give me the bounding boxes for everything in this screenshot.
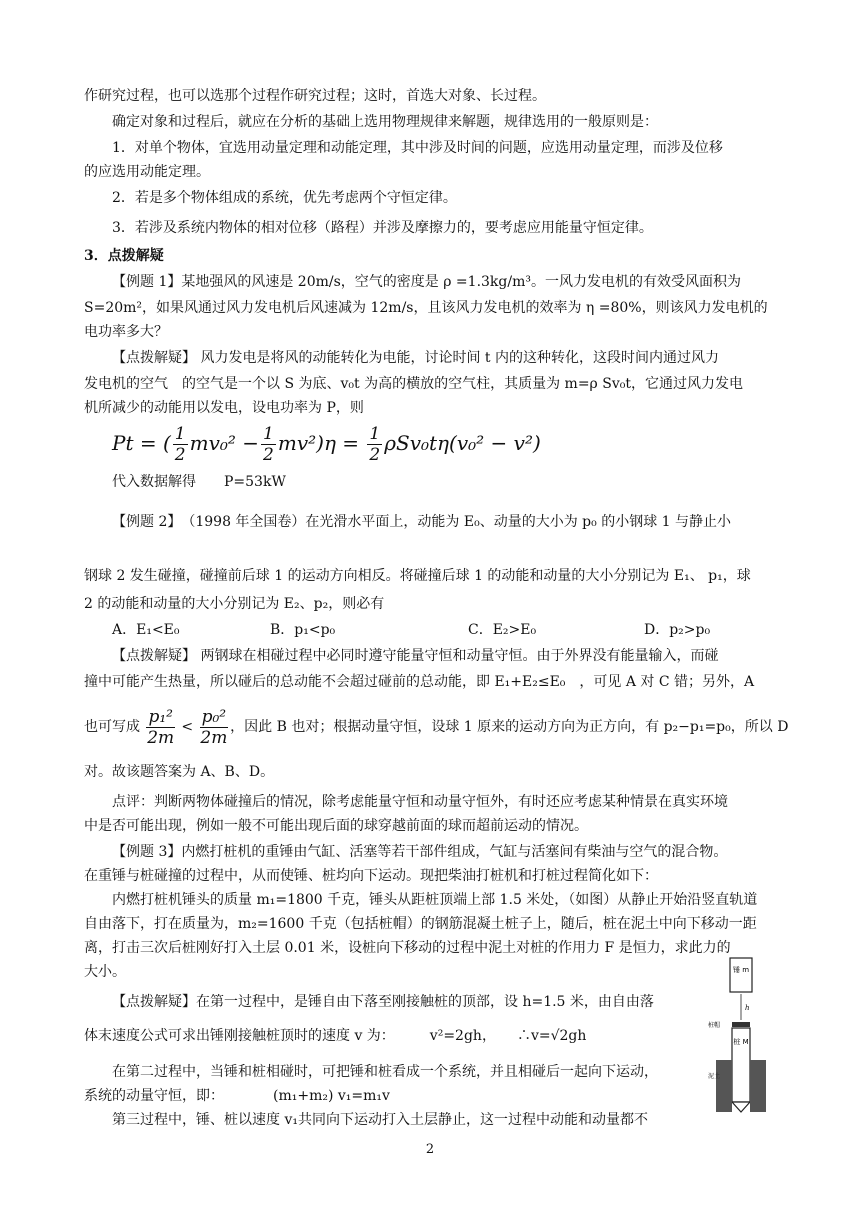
fraction-denominator: 2: [263, 445, 274, 465]
solution-2-line: 【点拨解疑】 两钢球在相碰过程中必同时遵守能量守恒和动量守恒。由于外界没有能量输入，而碰: [112, 648, 719, 664]
solution-2-line: 对。故该题答案为 A、B、D。: [84, 764, 275, 780]
example-3-line: 大小。: [84, 964, 126, 980]
equation-part: Pt = (: [112, 431, 171, 455]
hammer-block: [730, 958, 752, 992]
fraction: [261, 424, 276, 465]
example-2-line: 【例题 2】 （1998 年全国卷）在光滑水平面上，动能为 E₀、动量的大小为 p₀ 的小钢球 1 与静止小: [112, 514, 731, 530]
example-3-line: 【例题 3】内燃打桩机的重锤由气缸、活塞等若干部件组成，气缸与活塞间有柴油与空气的混合物。: [112, 844, 728, 860]
soil-left: [716, 1060, 732, 1112]
pile-label: 桩 M: [733, 1038, 749, 1046]
fraction-numerator: p₀²: [201, 706, 227, 727]
option-d: D．p₂>p₀: [644, 622, 711, 638]
less-than-sign: <: [181, 719, 194, 735]
note-line: 中是否可能出现，例如一般不可能出现后面的球穿越前面的球而超前运动的情况。: [84, 818, 588, 834]
text-run: ，因此 B 也对；根据动量守恒，设球 1 原来的运动方向为正方向，有 p₂−p₁=p₀，所以 D: [230, 719, 789, 735]
option-b: B．p₁<p₀: [270, 622, 336, 638]
paragraph-line: 3．若涉及系统内物体的相对位移（路程）并涉及摩擦力的，要考虑应用能量守恒定律。: [112, 220, 653, 236]
pile-tip: [732, 1102, 750, 1112]
paragraph-line: 2．若是多个物体组成的系统，优先考虑两个守恒定律。: [112, 190, 457, 206]
power-equation: [112, 424, 541, 465]
equation-part: mv₀² −: [189, 431, 260, 455]
solution-3-line: 系统的动量守恒，即： (m₁+m₂) v₁=m₁v: [84, 1088, 390, 1104]
fraction-denominator: 2m: [200, 727, 228, 748]
section-heading: 3．点拨解疑: [84, 248, 164, 264]
example-1-line: S=20m²，如果风通过风力发电机后风速减为 12m/s，且该风力发电机的效率为 η =80%，则该风力发电机的: [84, 300, 768, 316]
example-1-line: 电功率多大？: [84, 324, 168, 340]
example-2-line: 2 的动能和动量的大小分别记为 E₂、p₂，则必有: [84, 596, 385, 612]
equation-part: mv²: [277, 431, 317, 455]
example-3-line: 内燃打桩机锤头的质量 m₁=1800 千克，锤头从距桩顶端上部 1.5 米处，（如图）从静止开始沿竖直轨道: [112, 892, 758, 908]
page-number: 2: [425, 1142, 435, 1157]
example-3-line: 离，打击三次后桩刚好打入土层 0.01 米，设桩向下移动的过程中泥土对桩的作用力 F 是恒力，求此力的: [84, 940, 731, 956]
paragraph-line: 1．对单个物体，宜选用动量定理和动能定理，其中涉及时间的问题，应选用动量定理，而涉及位移: [112, 140, 723, 156]
pile-driver-figure: [708, 956, 786, 1116]
solution-3-line: 体末速度公式可求出锤刚接触桩顶时的速度 v 为： v²=2gh， ∴v=√2gh: [84, 1028, 587, 1044]
equation-part: ρSv₀tη(v₀² − v²): [384, 431, 541, 455]
text-run: 也可写成: [84, 719, 140, 735]
fraction: [146, 707, 175, 748]
option-a: A．E₁<E₀: [112, 622, 180, 638]
fraction-denominator: 2: [174, 445, 186, 465]
fraction-numerator: 1: [174, 424, 186, 444]
fraction-numerator: 1: [369, 424, 381, 444]
paragraph-line: 作研究过程，也可以选那个过程作研究过程；这时，首选大对象、长过程。: [84, 88, 546, 104]
fraction-denominator: 2: [369, 445, 381, 465]
fraction-numerator: 1: [263, 424, 274, 444]
height-label: h: [745, 1004, 750, 1012]
solution-1-line: 【点拨解疑】 风力发电是将风的动能转化为电能，讨论时间 t 内的这种转化，这段时间内通过风力: [112, 350, 719, 366]
note-line: 点评：判断两物体碰撞后的情况，除考虑能量守恒和动量守恒外，有时还应考虑某种情景在真实环境: [112, 794, 728, 810]
pile-cap-label: 桩帽: [708, 1022, 721, 1029]
solution-1-result: 代入数据解得 P=53kW: [112, 474, 286, 490]
example-1-line: 【例题 1】某地强风的风速是 20m/s，空气的密度是 ρ =1.3kg/m³。一风力发电机的有效受风面积为: [112, 274, 741, 290]
soil-right: [750, 1060, 766, 1112]
solution-1-line: 发电机的空气 的空气是一个以 S 为底、v₀t 为高的横放的空气柱，其质量为 m=ρ Sv₀t，它通过风力发电: [84, 376, 743, 392]
option-c: C．E₂>E₀: [468, 622, 537, 638]
solution-3-line: 第三过程中，锤、桩以速度 v₁共同向下运动打入土层静止，这一过程中动能和动量都不: [112, 1112, 648, 1128]
paragraph-line: 确定对象和过程后，就应在分析的基础上选用物理规律来解题，规律选用的一般原则是：: [112, 114, 658, 130]
hammer-label: 锤 m: [732, 966, 750, 974]
solution-3-line: 【点拨解疑】在第一过程中，是锤自由下落至刚接触桩的顶部，设 h=1.5 米，由自由落: [112, 994, 654, 1010]
example-2-line: 钢球 2 发生碰撞，碰撞前后球 1 的运动方向相反。将碰撞后球 1 的动能和动量的大小分别记为 E₁、 p₁，球: [84, 568, 751, 584]
fraction-numerator: p₁²: [148, 706, 173, 727]
solution-2-line: [84, 704, 789, 750]
fraction: [173, 424, 188, 465]
fraction: [200, 707, 229, 748]
paragraph-line: 的应选用动能定理。: [84, 164, 210, 180]
solution-2-line: 撞中可能产生热量，所以碰后的总动能不会超过碰前的总动能，即 E₁+E₂≤E₀ ，可见 A 对 C 错；另外，A: [84, 674, 755, 690]
fraction-denominator: 2m: [147, 727, 175, 748]
fraction: [367, 424, 382, 465]
solution-3-line: 在第二过程中，当锤和桩相碰时，可把锤和桩看成一个系统，并且相碰后一起向下运动，: [112, 1064, 658, 1080]
soil-label: 泥土: [708, 1073, 721, 1080]
example-3-line: 自由落下，打在质量为，m₂=1600 千克（包括桩帽）的钢筋混凝土桩子上，随后，桩在泥土中向下移动一距: [84, 916, 757, 932]
pile-cap: [732, 1022, 750, 1027]
solution-1-line: 机所减少的动能用以发电，设电功率为 P，则: [84, 400, 364, 416]
example-3-line: 在重锤与桩碰撞的过程中，从而使锤、桩均向下运动。现把柴油打桩机和打桩过程简化如下：: [84, 868, 658, 884]
equation-part: )η =: [316, 431, 360, 455]
